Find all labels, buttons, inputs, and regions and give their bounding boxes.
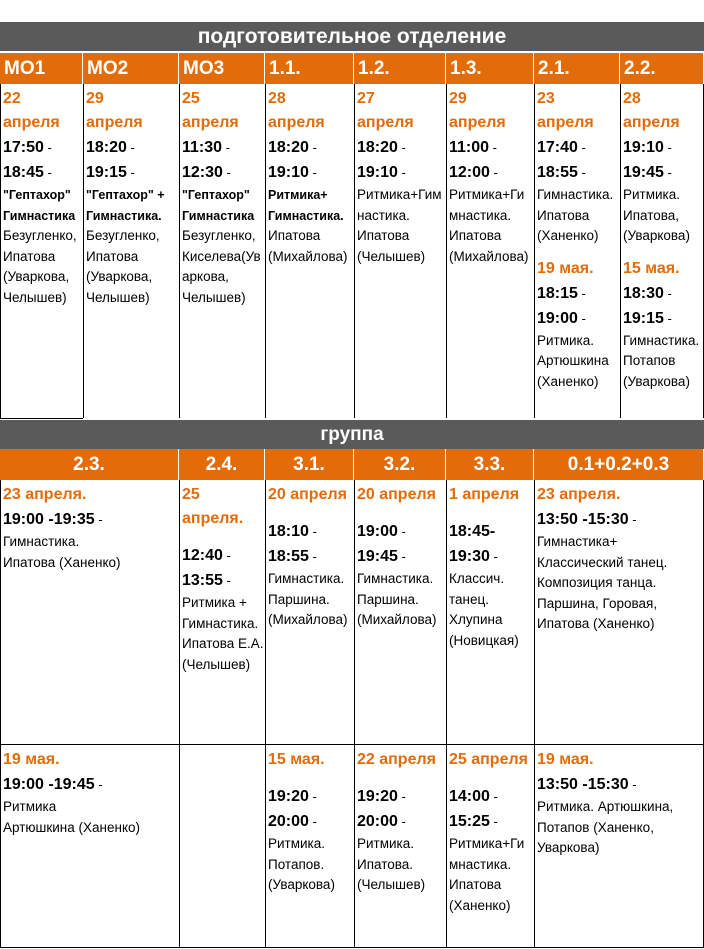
schedule-cell bbox=[83, 84, 179, 418]
teachers: Ритмика + Гимнастика. Ипатова Е.А. (Челышев) bbox=[182, 595, 264, 672]
dash: - bbox=[489, 549, 498, 564]
dash: - bbox=[397, 165, 406, 180]
teachers: Ритмика. Артюшкина, Потапов (Ханенко, Уваркова) bbox=[537, 799, 674, 855]
session-date: 27 апреля bbox=[357, 90, 414, 131]
time-range: 18:20 - bbox=[357, 139, 406, 156]
time-range: 19:20 - bbox=[268, 788, 317, 805]
session-date: 22 апреля bbox=[3, 90, 60, 131]
column-header: МО3 bbox=[179, 53, 265, 84]
column-header: 2.4. bbox=[179, 449, 265, 480]
time-range: 13:50 -15:30 - bbox=[537, 511, 637, 528]
schedule-cell bbox=[534, 745, 704, 947]
schedule-cell bbox=[179, 745, 265, 947]
column-header: 0.1+0.2+0.3 bbox=[534, 449, 704, 480]
column-header: МО1 bbox=[0, 53, 83, 84]
session-date: 25 апреля. bbox=[182, 486, 244, 527]
session-date: 20 апреля bbox=[357, 486, 436, 503]
time-range: 12:00 - bbox=[449, 164, 498, 181]
dash: - bbox=[43, 140, 52, 155]
grid-line bbox=[265, 84, 266, 418]
time-range: 19:20 - bbox=[357, 788, 406, 805]
time-range: 18:45- bbox=[449, 523, 496, 540]
schedule-cell bbox=[265, 480, 354, 745]
teachers: Безугленко, Ипатова (Уваркова, Челышев) bbox=[86, 228, 160, 305]
teachers: Ритмика+Ги мнастика. Ипатова (Ханенко) bbox=[449, 836, 525, 913]
time-range: 19:00 - bbox=[537, 309, 586, 327]
teachers: Ритмика. Ипатова. (Челышев) bbox=[357, 836, 426, 892]
dash: - bbox=[628, 777, 637, 792]
grid-line bbox=[446, 84, 447, 418]
session-date: 19 мая. bbox=[3, 751, 60, 768]
time-range: 18:55 - bbox=[537, 164, 586, 181]
program-name: Ритмика+ Гимнастика. bbox=[268, 188, 344, 223]
teachers: Гимнастика. Ипатова (Ханенко) bbox=[3, 534, 121, 570]
dash: - bbox=[222, 140, 230, 155]
time-range: 18:20 - bbox=[268, 139, 317, 156]
schedule-cell bbox=[0, 745, 179, 947]
time-range: 18:20 - bbox=[86, 139, 135, 156]
grid-line bbox=[83, 84, 84, 418]
time-range: 12:40 - bbox=[182, 547, 231, 564]
dash: - bbox=[308, 140, 317, 155]
dash: - bbox=[222, 573, 231, 588]
dash: - bbox=[628, 512, 637, 527]
session-date: 15 мая. bbox=[268, 751, 325, 768]
time-range: 20:00 - bbox=[357, 813, 406, 830]
schedule-cell bbox=[446, 480, 534, 745]
time-range: 18:10 - bbox=[268, 523, 317, 540]
time-range: 19:30 - bbox=[449, 548, 498, 565]
program-name: "Гептахор" Гимнастика bbox=[182, 188, 255, 223]
dash: - bbox=[94, 512, 103, 527]
dash: - bbox=[577, 165, 586, 180]
grid-line bbox=[534, 480, 535, 947]
column-header: 3.3. bbox=[446, 449, 534, 480]
session-date: 15 мая. bbox=[623, 259, 680, 277]
spacer bbox=[268, 772, 354, 784]
teachers: Ритмика. Артюшкина (Ханенко) bbox=[537, 332, 609, 389]
dash: - bbox=[663, 140, 672, 155]
spacer bbox=[182, 531, 265, 543]
dash: - bbox=[94, 777, 103, 792]
time-range: 12:30 - bbox=[182, 164, 231, 181]
schedule-cell bbox=[354, 745, 446, 947]
grid-line bbox=[0, 418, 83, 419]
schedule-cell bbox=[179, 84, 265, 418]
time-range: 11:00 - bbox=[449, 139, 497, 156]
session-date: 19 мая. bbox=[537, 259, 594, 277]
spacer bbox=[449, 772, 534, 784]
dash: - bbox=[308, 165, 317, 180]
session-date: 25 апреля bbox=[449, 751, 528, 768]
teachers: Ритмика Артюшкина (Ханенко) bbox=[3, 799, 141, 835]
dash: - bbox=[397, 140, 406, 155]
time-range: 11:30 - bbox=[182, 139, 230, 156]
time-range: 19:45 - bbox=[357, 548, 406, 565]
dash: - bbox=[577, 310, 586, 326]
spacer bbox=[357, 772, 446, 784]
time-range: 18:30 - bbox=[623, 284, 672, 302]
schedule-cell bbox=[354, 480, 446, 745]
schedule-cell bbox=[0, 84, 83, 418]
grid-line bbox=[0, 480, 1, 947]
page-title: подготовительное отделение bbox=[0, 22, 704, 51]
dash: - bbox=[663, 310, 672, 326]
session-date: 19 мая. bbox=[537, 751, 594, 768]
dash: - bbox=[43, 165, 52, 180]
teachers: Ипатова (Михайлова) bbox=[268, 228, 348, 264]
schedule-cell bbox=[179, 480, 265, 745]
session-date: 22 апреля bbox=[357, 751, 436, 768]
column-header: 1.1. bbox=[265, 53, 354, 84]
dash: - bbox=[663, 165, 672, 180]
time-range: 14:00 - bbox=[449, 788, 498, 805]
teachers: Классич. танец. Хлупина (Новицкая) bbox=[449, 571, 519, 648]
schedule-cell bbox=[446, 84, 534, 418]
time-range: 19:00 -19:35 - bbox=[3, 511, 103, 528]
dash: - bbox=[397, 789, 406, 804]
grid-line bbox=[354, 480, 355, 947]
spacer bbox=[449, 507, 534, 519]
column-header: 2.2. bbox=[620, 53, 704, 84]
dash: - bbox=[397, 524, 406, 539]
program-name: "Гептахор" + Гимнастика. bbox=[86, 188, 165, 223]
session-date: 29 апреля bbox=[86, 90, 143, 131]
dash: - bbox=[577, 285, 586, 301]
session-date: 1 апреля bbox=[449, 486, 520, 503]
schedule-cell bbox=[620, 84, 704, 418]
teachers: Ритмика+Ги мнастика. Ипатова (Михайлова) bbox=[449, 187, 529, 264]
dash: - bbox=[126, 140, 135, 155]
dash: - bbox=[577, 140, 586, 155]
time-range: 19:10 - bbox=[357, 164, 406, 181]
column-header: 3.1. bbox=[265, 449, 354, 480]
dash: - bbox=[222, 165, 231, 180]
grid-line bbox=[446, 480, 447, 947]
spacer bbox=[268, 507, 354, 519]
dash: - bbox=[126, 165, 135, 180]
time-range: 19:45 - bbox=[623, 164, 672, 181]
session-date: 20 апреля bbox=[268, 486, 347, 503]
grid-line bbox=[354, 84, 355, 418]
schedule-cell bbox=[265, 84, 354, 418]
schedule-cell bbox=[534, 84, 620, 418]
dash: - bbox=[489, 140, 497, 155]
time-range: 18:45 - bbox=[3, 164, 52, 181]
session-date: 28 апреля bbox=[268, 90, 325, 131]
schedule-cell bbox=[0, 480, 179, 745]
time-range: 13:50 -15:30 - bbox=[537, 776, 637, 793]
column-header: 2.1. bbox=[534, 53, 620, 84]
teachers: Гимнастика+ Классический танец. Композиция танца. Паршина, Горовая, Ипатова (Ханенко) bbox=[537, 534, 668, 631]
program-name: "Гептахор" Гимнастика bbox=[3, 188, 76, 223]
dash: - bbox=[308, 524, 317, 539]
session-date: 23 апреля. bbox=[3, 486, 87, 503]
dash: - bbox=[222, 548, 231, 563]
dash: - bbox=[397, 814, 406, 829]
time-range: 20:00 - bbox=[268, 813, 317, 830]
dash: - bbox=[308, 549, 317, 564]
column-header: 1.3. bbox=[446, 53, 534, 84]
time-range: 18:55 - bbox=[268, 548, 317, 565]
time-range: 17:40 - bbox=[537, 139, 586, 156]
time-range: 19:00 - bbox=[357, 523, 406, 540]
grid-line bbox=[0, 84, 1, 418]
grid-line bbox=[620, 84, 621, 418]
time-range: 19:15 - bbox=[623, 309, 672, 327]
column-header: 1.2. bbox=[354, 53, 446, 84]
session-date: 29 апреля bbox=[449, 90, 506, 131]
schedule-cell bbox=[265, 745, 354, 947]
time-range: 19:10 - bbox=[268, 164, 317, 181]
teachers: Ритмика. Потапов. (Уваркова) bbox=[268, 836, 335, 892]
dash: - bbox=[489, 165, 498, 180]
grid-line bbox=[0, 744, 704, 745]
teachers: Гимнастика. Паршина. (Михайлова) bbox=[268, 571, 348, 627]
session-date: 28 апреля bbox=[623, 90, 680, 131]
column-header: 2.3. bbox=[0, 449, 179, 480]
teachers: Безугленко, Ипатова (Уваркова, Челышев) bbox=[3, 228, 77, 305]
schedule-cell bbox=[446, 745, 534, 947]
time-range: 19:10 - bbox=[623, 139, 672, 156]
teachers: Гимнастика. Паршина. (Михайлова) bbox=[357, 571, 437, 627]
time-range: 19:00 -19:45 - bbox=[3, 776, 103, 793]
dash: - bbox=[489, 789, 498, 804]
group-title: группа bbox=[0, 420, 704, 449]
time-range: 15:25 - bbox=[449, 813, 498, 830]
teachers: Ритмика. Ипатова, (Уваркова) bbox=[623, 187, 690, 243]
session-date: 23 апреля. bbox=[537, 486, 621, 503]
time-range: 13:55 - bbox=[182, 572, 231, 589]
grid-line bbox=[179, 84, 180, 418]
dash: - bbox=[308, 789, 317, 804]
schedule-cell bbox=[534, 480, 704, 745]
schedule-cell bbox=[354, 84, 446, 418]
time-range: 19:15 - bbox=[86, 164, 135, 181]
dash: - bbox=[663, 285, 672, 301]
grid-line bbox=[534, 84, 535, 418]
column-header: 3.2. bbox=[354, 449, 446, 480]
grid-line bbox=[179, 480, 180, 947]
session-date: 25 апреля bbox=[182, 90, 239, 131]
grid-line bbox=[0, 947, 704, 948]
column-header: МО2 bbox=[83, 53, 179, 84]
dash: - bbox=[489, 814, 498, 829]
teachers: Безугленко, Киселева(Ув аркова, Челышев) bbox=[182, 228, 261, 305]
dash: - bbox=[397, 549, 406, 564]
dash: - bbox=[308, 814, 317, 829]
session-date: 23 апреля bbox=[537, 90, 594, 131]
teachers: Ритмика+Гим настика. Ипатова (Челышев) bbox=[357, 187, 442, 264]
spacer bbox=[357, 507, 446, 519]
teachers: Гимнастика. Потапов (Уваркова) bbox=[623, 332, 700, 389]
time-range: 17:50 - bbox=[3, 139, 52, 156]
time-range: 18:15 - bbox=[537, 284, 586, 302]
grid-line bbox=[265, 480, 266, 947]
teachers: Гимнастика. Ипатова (Ханенко) bbox=[537, 187, 614, 243]
